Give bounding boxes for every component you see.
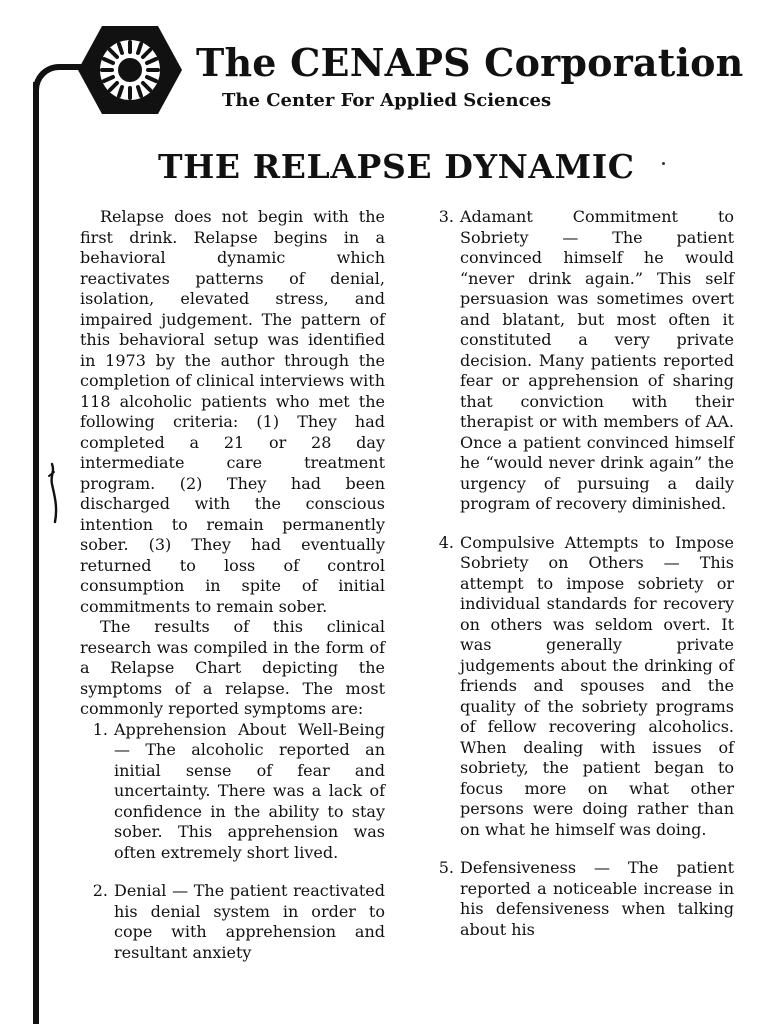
right-column	[432, 207, 734, 940]
list-item-text: Compulsive Attempts to Impose Sobriety on Others — This attempt to impose sobriety or individual standards for recovery on others was seldom overt. It was generally private judgements about the drinking of friends and spouses and the quality of the sobriety programs of fellow recovering alcoholics. When dealing with issues of sobriety, the patient began to focus more on what other persons were doing rather than on what he himself was doing.	[460, 532, 734, 839]
list-item-number: 1.	[92, 719, 108, 739]
list-item-number: 5.	[438, 858, 454, 877]
list-item	[432, 207, 734, 515]
list-item-number: 2.	[92, 881, 108, 900]
list-item-text: Apprehension About Well-Being — The alcoholic reported an initial sense of fear and uncertainty. There was a lack of confidence in the ability to stay sober. This apprehension was often extremely short lived.	[114, 719, 385, 862]
document-title: THE RELAPSE DYNAMIC	[158, 147, 635, 186]
list-item-number: 3.	[438, 207, 454, 226]
list-item-text: Denial — The patient reactivated his denial system in order to cope with apprehension and resultant anxiety	[114, 881, 385, 962]
print-speck	[662, 162, 665, 165]
corporation-name: The CENAPS Corporation	[196, 40, 744, 85]
list-item	[86, 881, 385, 963]
list-item	[86, 720, 385, 864]
left-column	[80, 207, 385, 963]
results-paragraph: The results of this clinical research was compiled in the form of a Relapse Chart depicting the symptoms of a relapse. The most commonly reported symptoms are:	[80, 617, 385, 718]
list-item-text: Defensiveness — The patient reported a noticeable increase in his defensiveness when talking about his	[460, 858, 734, 939]
list-item-number: 4.	[438, 532, 454, 552]
list-item	[432, 858, 734, 940]
corporation-subtitle: The Center For Applied Sciences	[222, 90, 552, 111]
list-item	[432, 533, 734, 841]
hexagon-sun-logo-icon	[74, 22, 186, 118]
page-rule-vertical	[33, 82, 39, 1024]
intro-paragraph: Relapse does not begin with the first drink. Relapse begins in a behavioral dynamic which reactivates patterns of denial, isolation, elevated stress, and impaired judgement. The pattern of this behavioral setup was identified in 1973 by the author through the completion of clinical interviews with 118 alcoholic patients who met the following criteria: (1) They had completed a 21 or 28 day intermediate care treatment program. (2) They had been discharged with the conscious intention to remain permanently sober. (3) They had eventually returned to loss of control consumption in spite of initial commitments to remain sober.	[80, 207, 385, 616]
list-item-text: Adamant Commitment to Sobriety — The patient convinced himself he would “never drink again.” This self persuasion was sometimes overt and blatant, but most often it constituted a very private decision. Many patients reported fear or apprehension of sharing that conviction with their therapist or with members of AA. Once a patient convinced himself he “would never drink again” the urgency of pursuing a daily program of recovery diminished.	[460, 207, 734, 513]
margin-mark-icon	[46, 462, 66, 524]
